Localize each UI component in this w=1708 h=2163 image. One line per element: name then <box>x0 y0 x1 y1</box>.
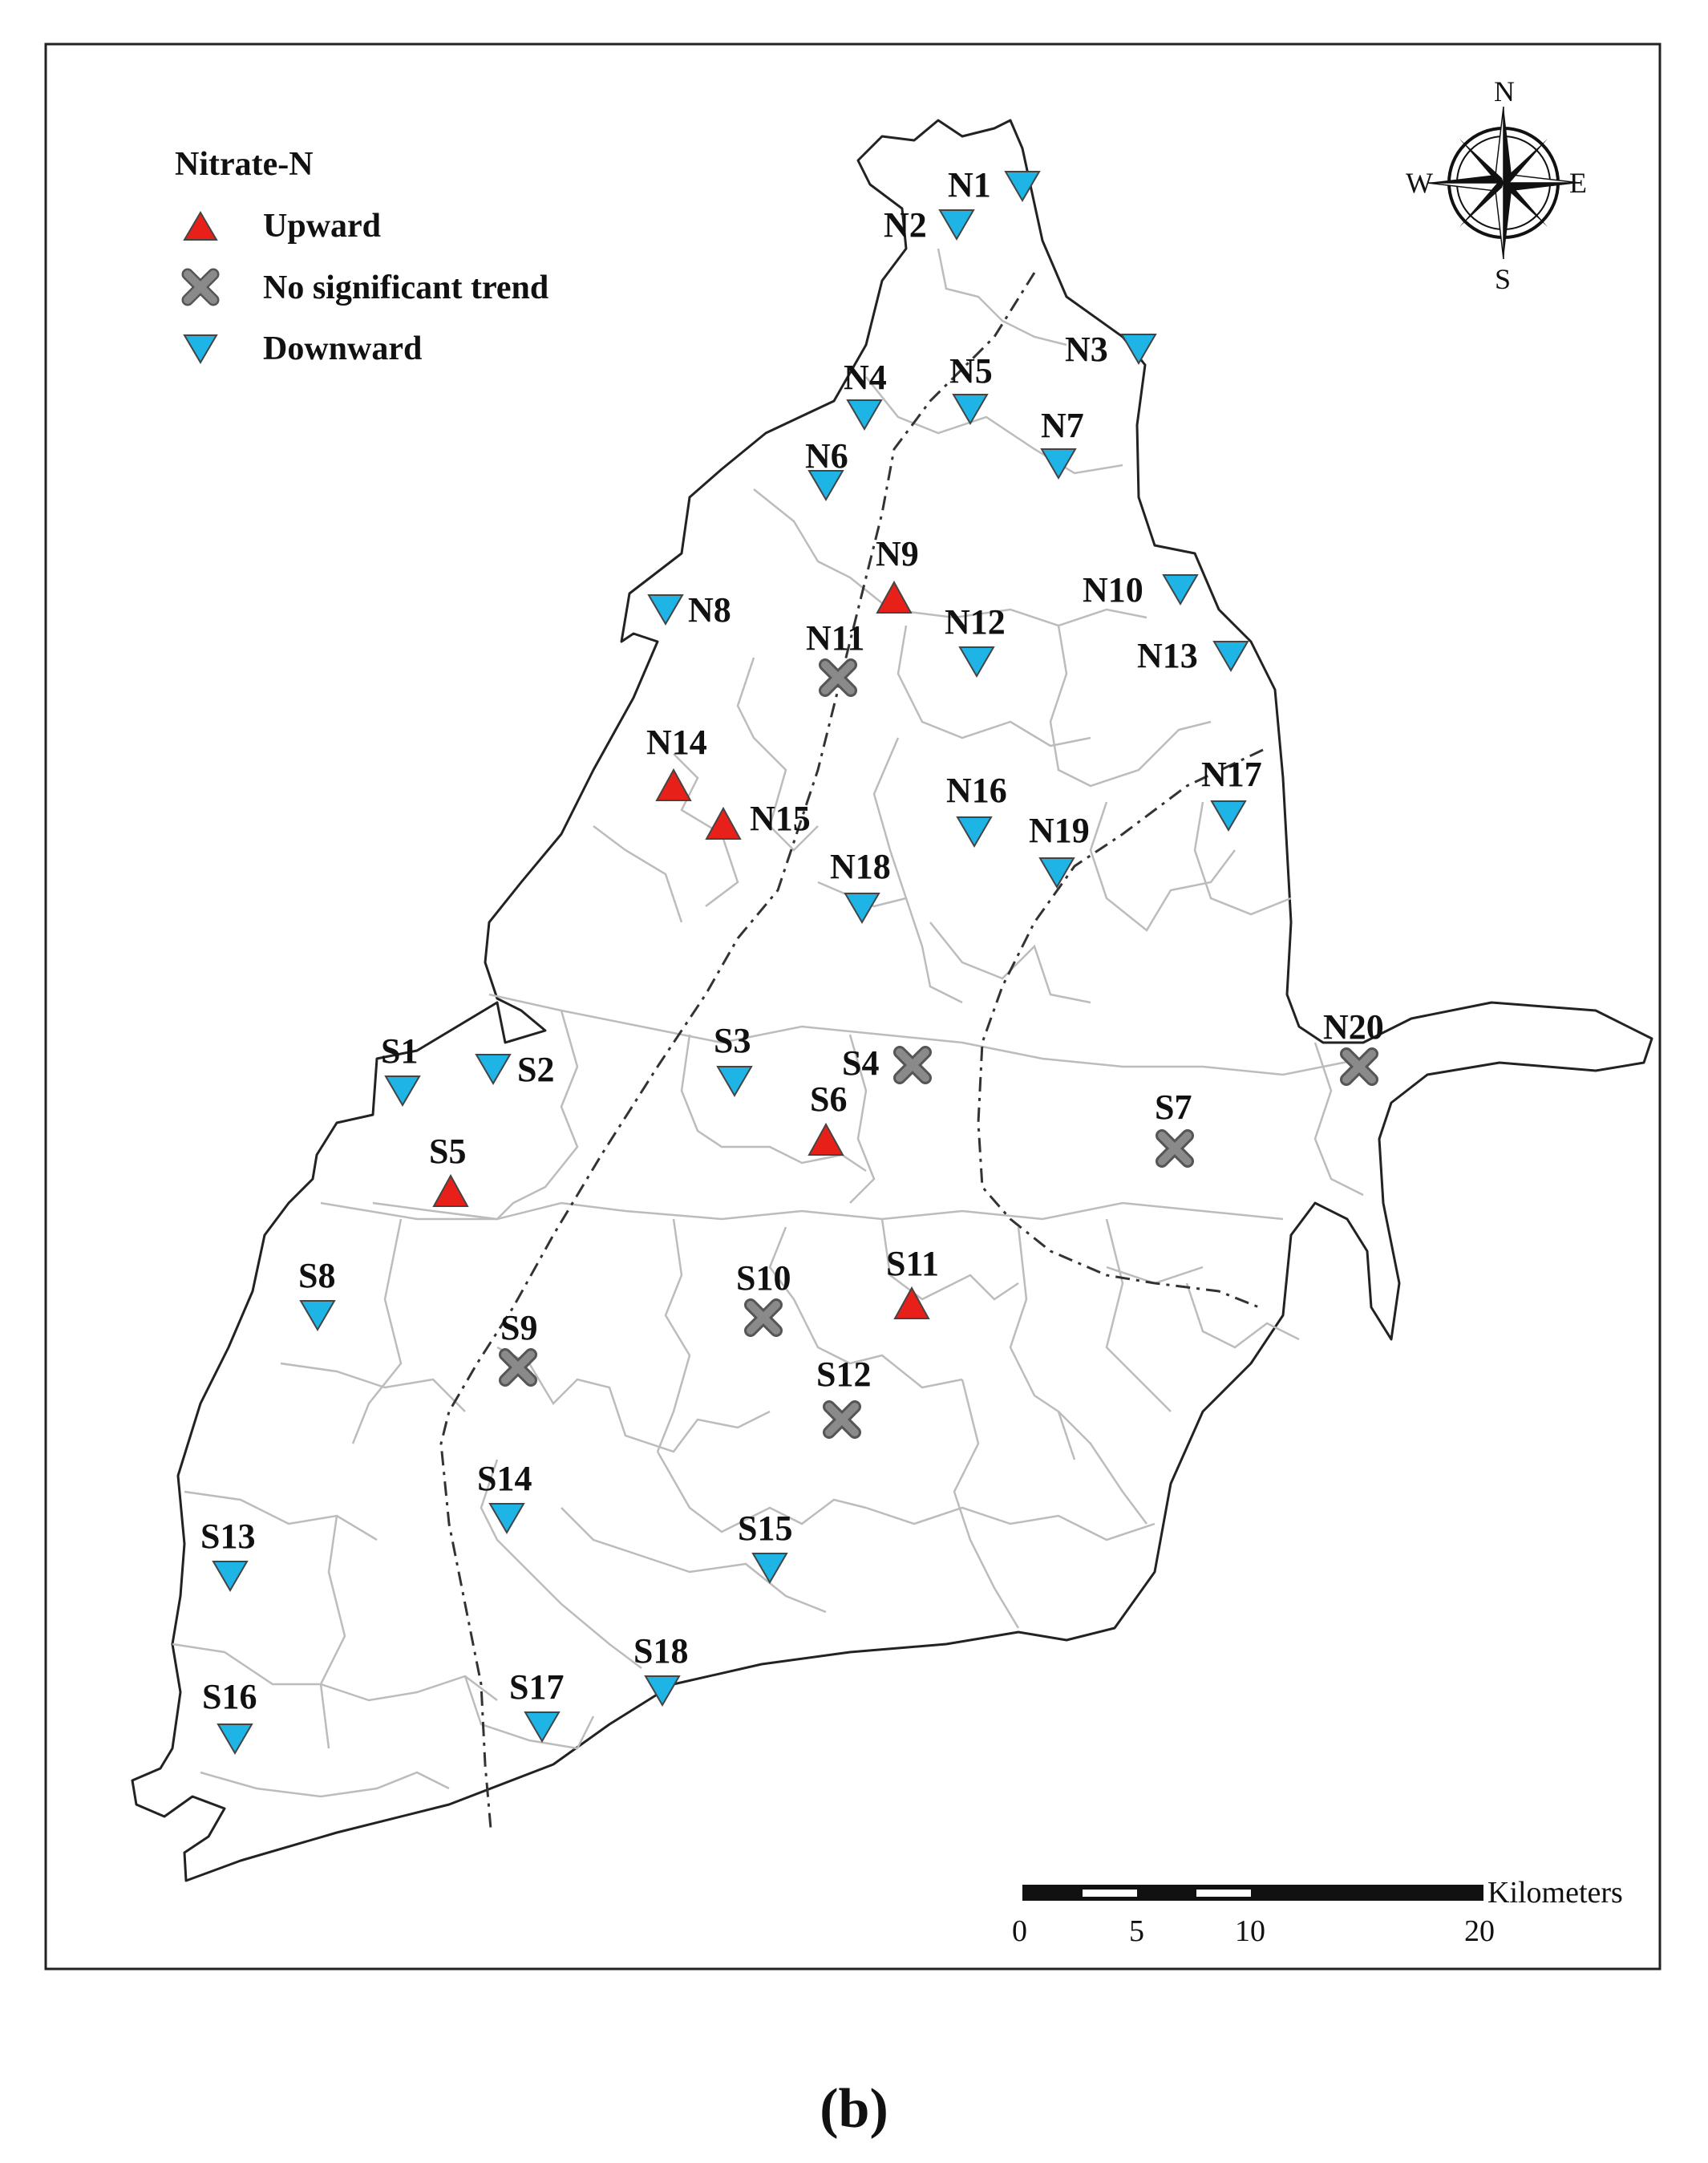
station-label: S12 <box>816 1355 872 1394</box>
station-label: S3 <box>714 1021 751 1060</box>
station-label: S1 <box>381 1031 419 1071</box>
scale-unit: Kilometers <box>1487 1876 1623 1910</box>
station-label: N16 <box>946 771 1007 810</box>
station-label: S4 <box>842 1043 880 1083</box>
station-label: S18 <box>633 1631 689 1671</box>
station-label: S9 <box>500 1308 538 1347</box>
station-n10 <box>1083 570 1197 610</box>
station-label: N1 <box>948 165 991 205</box>
station-label: N19 <box>1029 811 1090 850</box>
no-trend-marker <box>900 1052 925 1078</box>
station-label: N13 <box>1137 636 1198 675</box>
station-label: N20 <box>1323 1007 1384 1047</box>
station-n13 <box>1137 636 1248 675</box>
no-trend-marker <box>825 665 851 691</box>
no-trend-marker <box>1346 1054 1372 1079</box>
station-label: S11 <box>886 1244 940 1283</box>
legend-downward-label: Downward <box>263 330 423 367</box>
station-label: S16 <box>202 1677 257 1716</box>
scale-tick-10: 10 <box>1235 1914 1265 1948</box>
station-label: S13 <box>200 1517 256 1556</box>
station-label: N3 <box>1065 330 1108 369</box>
legend-title: Nitrate-N <box>175 146 314 183</box>
scale-tick-0: 0 <box>1012 1914 1027 1948</box>
station-label: S5 <box>429 1132 467 1171</box>
scale-tick-5: 5 <box>1129 1914 1144 1948</box>
station-label: N18 <box>830 847 891 886</box>
legend-no-trend-label: No significant trend <box>263 269 549 306</box>
station-label: S14 <box>477 1459 532 1498</box>
station-label: S7 <box>1155 1088 1192 1127</box>
station-label: N14 <box>646 723 707 762</box>
station-label: S2 <box>517 1050 555 1089</box>
station-label: N2 <box>884 205 927 245</box>
figure-caption: (b) <box>820 2078 888 2140</box>
scale-tick-20: 20 <box>1464 1914 1495 1948</box>
station-label: N5 <box>949 351 993 391</box>
no-trend-marker <box>751 1305 776 1331</box>
station-label: N7 <box>1041 406 1084 445</box>
legend-upward-label: Upward <box>263 208 382 245</box>
station-label: N11 <box>806 618 865 658</box>
station-label: N12 <box>945 602 1006 642</box>
station-label: S15 <box>738 1509 793 1548</box>
station-label: S17 <box>509 1667 565 1707</box>
station-label: N6 <box>805 436 848 476</box>
compass-north: N <box>1494 75 1515 107</box>
no-trend-marker <box>1162 1136 1188 1161</box>
station-label: S8 <box>298 1256 336 1295</box>
compass-south: S <box>1495 263 1512 295</box>
compass-west: W <box>1406 167 1433 199</box>
compass-east: E <box>1569 167 1587 199</box>
no-trend-marker <box>829 1407 855 1432</box>
station-label: N4 <box>844 358 887 397</box>
station-label: S6 <box>810 1079 848 1119</box>
station-label: S10 <box>736 1258 791 1298</box>
station-label: N10 <box>1083 570 1143 610</box>
no-trend-marker <box>505 1355 531 1380</box>
station-label: N8 <box>688 590 731 630</box>
station-label: N15 <box>750 799 811 838</box>
station-label: N9 <box>876 534 919 573</box>
station-label: N17 <box>1201 755 1262 794</box>
